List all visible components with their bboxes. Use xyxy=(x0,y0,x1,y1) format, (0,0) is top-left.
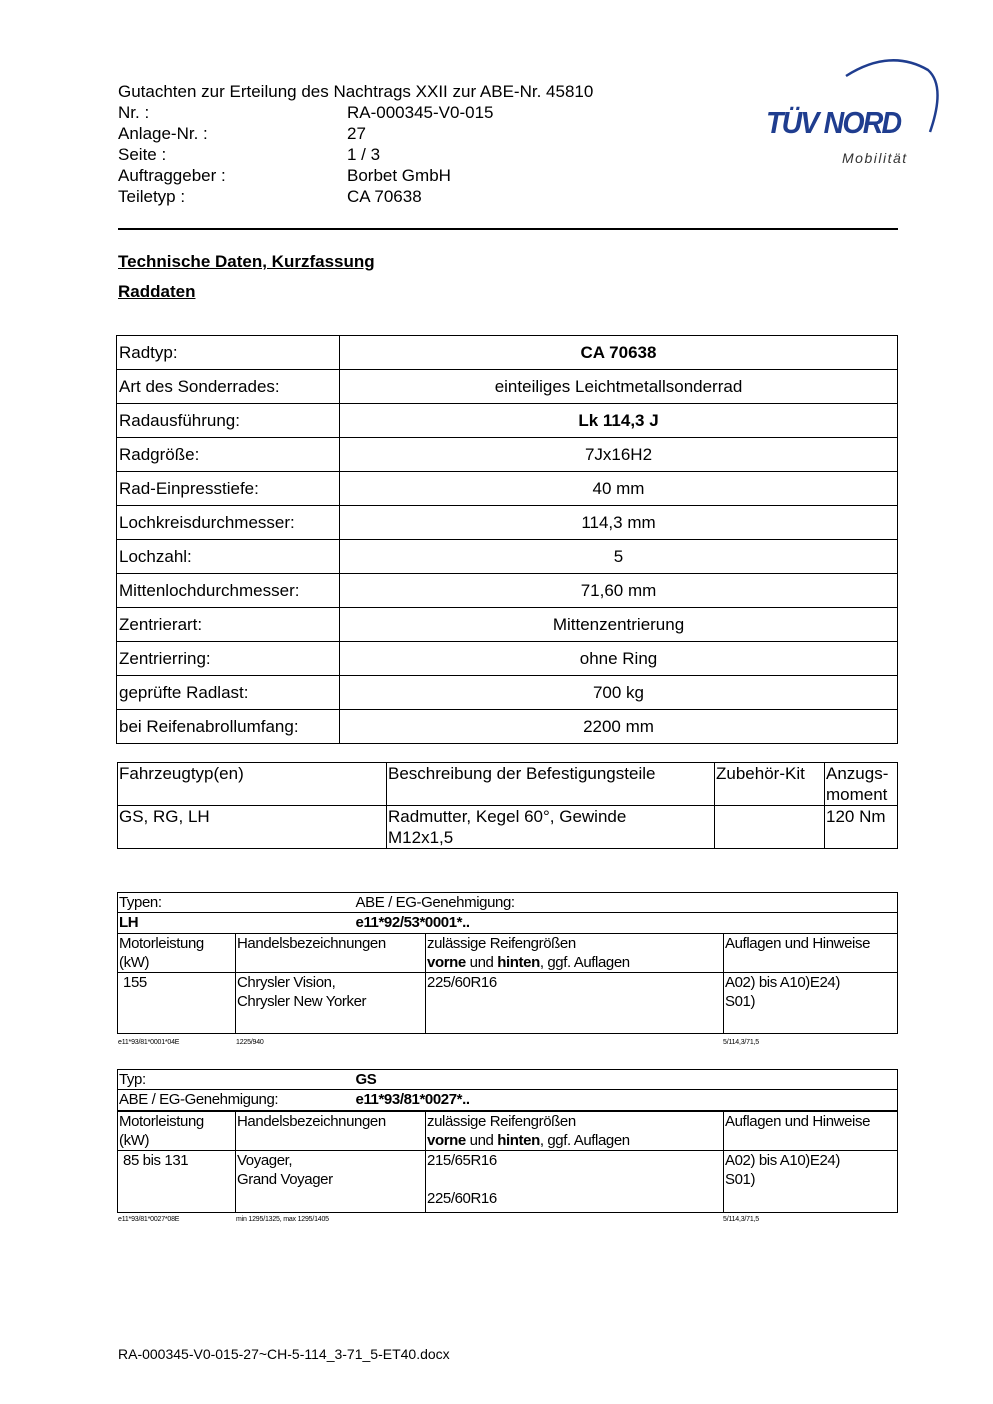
header-field-nr: Nr. : RA-000345-V0-015 xyxy=(118,103,494,122)
header-field-seite: Seite : 1 / 3 xyxy=(118,145,381,164)
gutachten-title: Gutachten zur Erteilung des Nachtrags XXII zur ABE-Nr. 45810 xyxy=(118,82,594,101)
table-header-row: Motorleistung (kW) Handelsbezeichnungen zulässige Reifengrößen vorne und hinten, ggf. Auflagen Auflagen und Hinweise xyxy=(118,934,898,973)
table-row: Zentrierart: Mittenzentrierung xyxy=(117,608,898,642)
table-row: Mittenlochdurchmesser: 71,60 mm xyxy=(117,574,898,608)
type-gs-table xyxy=(117,1069,898,1213)
table-row: Art des Sonderrades: einteiliges Leichtmetallsonderrad xyxy=(117,370,898,404)
table-row: Zentrierring: ohne Ring xyxy=(117,642,898,676)
table-row: GS, RG, LH Radmutter, Kegel 60°, Gewinde M12x1,5 120 Nm xyxy=(118,806,898,849)
table-row: geprüfte Radlast: 700 kg xyxy=(117,676,898,710)
lh-footnote-approval: e11*93/81*0001*04E xyxy=(118,1039,180,1046)
lh-footnote-weight: 1225/940 xyxy=(236,1039,264,1046)
document-header xyxy=(118,81,678,211)
table-row: LH e11*92/53*0001*.. xyxy=(118,913,898,934)
table-row: bei Reifenabrollumfang: 2200 mm xyxy=(117,710,898,744)
subsection-title: Raddaten xyxy=(118,282,196,301)
gs-footnote-approval: e11*93/81*0027*08E xyxy=(118,1216,180,1223)
logo-subtitle: Mobilität xyxy=(842,150,908,166)
gs-footnote-hub: 5/114,3/71,5 xyxy=(723,1216,760,1223)
fastening-table xyxy=(117,762,898,849)
table-header-row: Fahrzeugtyp(en) Beschreibung der Befestigungsteile Zubehör-Kit Anzugs- moment xyxy=(118,763,898,806)
header-divider xyxy=(118,228,898,230)
type-lh-table xyxy=(117,892,898,1034)
table-row: 85 bis 131 Voyager, Grand Voyager 215/65R16 225/60R16 A02) bis A10)E24) S01) xyxy=(118,1150,898,1212)
wheel-data-table xyxy=(116,335,898,744)
table-header-row: Motorleistung (kW) Handelsbezeichnungen zulässige Reifengrößen vorne und hinten, ggf. Auflagen Auflagen und Hinweise xyxy=(118,1111,898,1151)
table-row: Radausführung: Lk 114,3 J xyxy=(117,404,898,438)
table-row: Radtyp: CA 70638 xyxy=(117,336,898,370)
table-row: 155 Chrysler Vision, Chrysler New Yorker 225/60R16 A02) bis A10)E24) S01) xyxy=(118,973,898,1034)
header-field-auftraggeber: Auftraggeber : Borbet GmbH xyxy=(118,166,451,185)
gs-footnote-weight: min 1295/1325, max 1295/1405 xyxy=(236,1216,329,1223)
logo-brand: TÜV NORD xyxy=(766,105,901,140)
table-row: Typ: GS xyxy=(118,1070,898,1090)
table-row: Radgröße: 7Jx16H2 xyxy=(117,438,898,472)
table-row: Lochzahl: 5 xyxy=(117,540,898,574)
header-field-teiletyp: Teiletyp : CA 70638 xyxy=(118,187,422,206)
header-field-anlage: Anlage-Nr. : 27 xyxy=(118,124,366,143)
footer-filename: RA-000345-V0-015-27~CH-5-114_3-71_5-ET40.docx xyxy=(118,1346,450,1362)
table-row: Lochkreisdurchmesser: 114,3 mm xyxy=(117,506,898,540)
section-title: Technische Daten, Kurzfassung xyxy=(118,252,375,271)
table-row: Rad-Einpresstiefe: 40 mm xyxy=(117,472,898,506)
table-row: ABE / EG-Genehmigung: e11*93/81*0027*.. xyxy=(118,1090,898,1111)
lh-footnote-hub: 5/114,3/71,5 xyxy=(723,1039,760,1046)
table-row: Typen: ABE / EG-Genehmigung: xyxy=(118,893,898,913)
